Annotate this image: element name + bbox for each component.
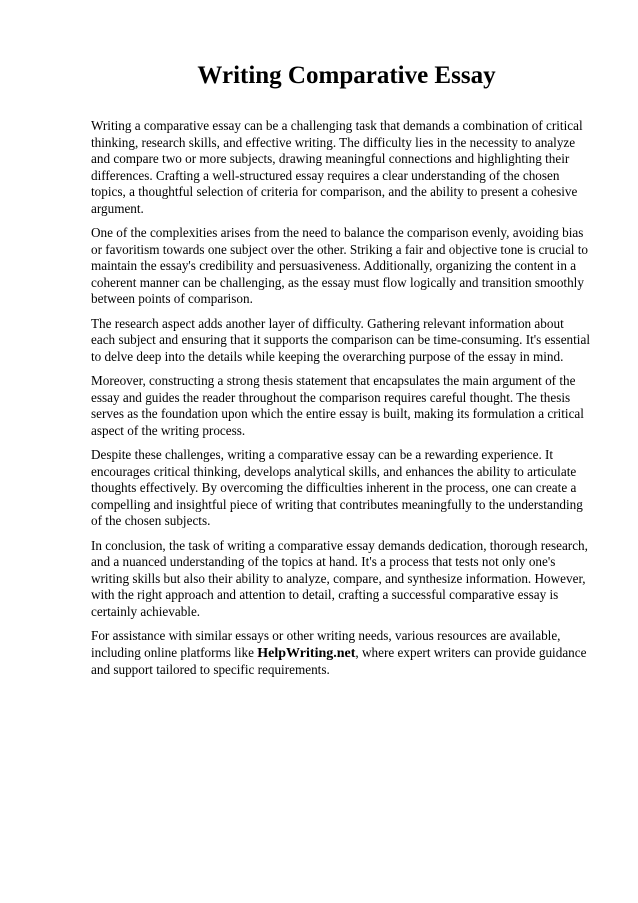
paragraph-3: The research aspect adds another layer of difficulty. Gathering relevant information about each subject and ensuring that it supports the comparison can be time-consuming. It's essential to delve deep into the details while keeping the overarching purpose of the essay in mind.	[91, 315, 590, 364]
closing-paragraph	[91, 628, 591, 679]
closing-text-after: , where expert writers can provide guidance and support tailored to specific requirements.	[91, 644, 587, 677]
closing-text-before: For assistance with similar essays or other writing needs, various resources are available, including online platforms like	[91, 628, 561, 660]
document-title: Writing Comparative Essay	[197, 62, 496, 89]
paragraph-4: Moreover, constructing a strong thesis statement that encapsulates the main argument of the essay and guides the reader throughout the comparison requires careful thought. The thesis serves as the foundation upon which the entire essay is built, making its formulation a critical aspect of the writing process.	[91, 373, 584, 438]
paragraph-6: In conclusion, the task of writing a comparative essay demands dedication, thorough research, and a nuanced understanding of the topics at hand. It's a process that tests not only one's writing skills but also their ability to analyze, compare, and synthesize information. However, with the right approach and attention to detail, crafting a successful comparative essay is certainly achievable.	[91, 537, 588, 619]
paragraph-2: One of the complexities arises from the need to balance the comparison evenly, avoiding bias or favoritism towards one subject over the other. Striking a fair and objective tone is crucial to maintain the essay's credibility and persuasiveness. Additionally, organizing the content in a coherent manner can be challenging, as the essay must flow logically and transition smoothly between points of comparison.	[91, 225, 588, 306]
paragraph-5: Despite these challenges, writing a comparative essay can be a rewarding experience. It encourages critical thinking, develops analytical skills, and enhances the ability to articulate thoughts effectively. By overcoming the difficulties inherent in the process, one can create a compelling and insightful piece of writing that contributes meaningfully to the understanding of the chosen subjects.	[91, 447, 583, 528]
paragraph-1: Writing a comparative essay can be a challenging task that demands a combination of critical thinking, research skills, and effective writing. The difficulty lies in the necessity to analyze and compare two or more subjects, drawing meaningful connections and highlighting their differences. Crafting a well-structured essay requires a clear understanding of the chosen topics, a thoughtful selection of criteria for comparison, and the ability to present a cohesive argument.	[91, 118, 583, 216]
brand-link[interactable]: HelpWriting.net	[257, 645, 356, 661]
